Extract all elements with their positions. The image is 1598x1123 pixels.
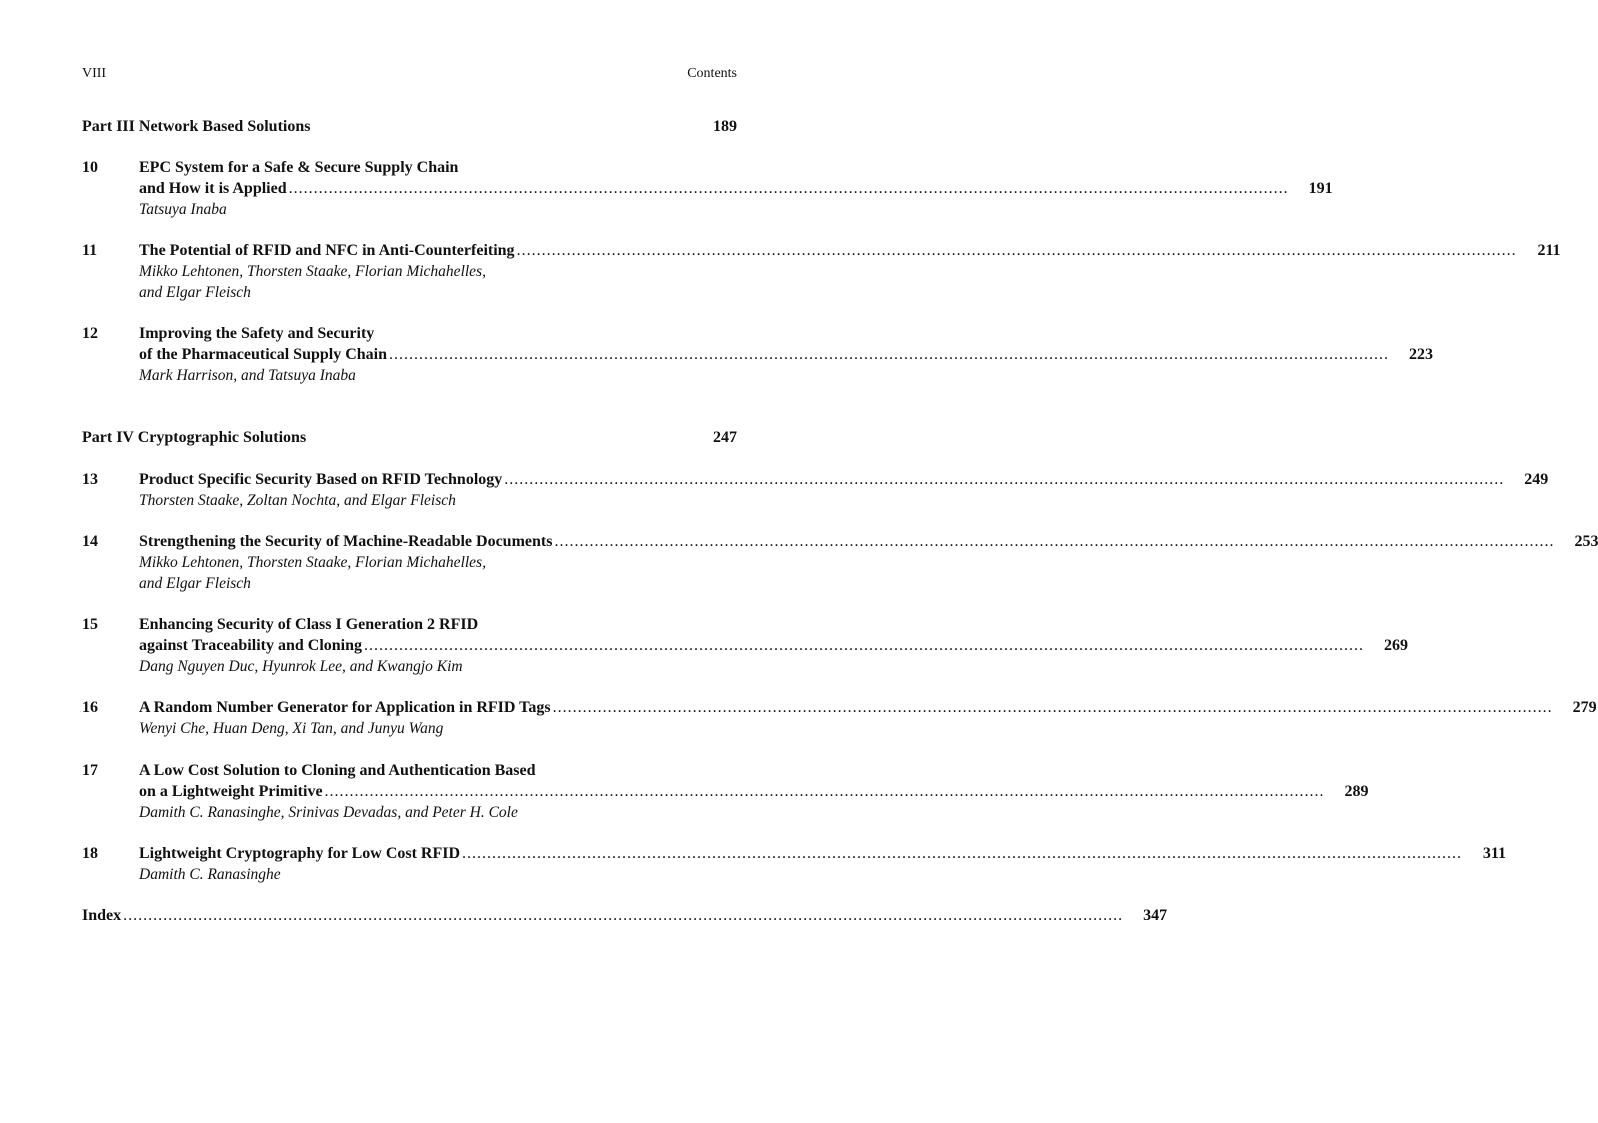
dot-leader: ........................................................................................................................................................................................................ [324,783,1325,800]
chapter-title-line: A Random Number Generator for Application in RFID Tags [139,699,551,716]
chapter-authors: Wenyi Che, Huan Deng, Xi Tan, and Junyu Wang [139,720,444,737]
chapter-number: 18 [82,845,98,862]
chapter-title-line: of the Pharmaceutical Supply Chain [139,346,388,363]
chapter-number: 17 [82,762,98,779]
chapter-authors: Damith C. Ranasinghe [139,866,281,883]
chapter-page: 223 [1409,346,1434,363]
chapter-title-line: Strengthening the Security of Machine-Readable Documents [139,533,553,550]
chapter-page: 191 [1308,180,1333,197]
dot-leader: ........................................................................................................................................................................................................ [389,346,1390,363]
chapter-number: 12 [82,325,98,342]
chapter-title-line: Product Specific Security Based on RFID Technology [139,471,503,488]
chapter-page: 253 [1574,533,1598,550]
chapter-authors: Mikko Lehtonen, Thorsten Staake, Florian Michahelles, [139,263,486,280]
dot-leader: ........................................................................................................................................................................................................ [462,845,1463,862]
chapter-authors: and Elgar Fleisch [139,575,251,592]
chapter-title-line: on a Lightweight Primitive [139,783,323,800]
chapter-title-line: and How it is Applied [139,180,287,197]
toc-page [82,0,1598,1123]
chapter-page: 249 [1524,471,1549,488]
chapter-authors: and Elgar Fleisch [139,284,251,301]
chapter-authors: Damith C. Ranasinghe, Srinivas Devadas, and Peter H. Cole [139,804,518,821]
chapter-number: 10 [82,159,98,176]
chapter-page: 279 [1572,699,1597,716]
dot-leader: ........................................................................................................................................................................................................ [123,907,1124,924]
dot-leader: ........................................................................................................................................................................................................ [554,533,1555,550]
chapter-number: 15 [82,616,98,633]
chapter-number: 16 [82,699,98,716]
running-head [82,66,737,86]
dot-leader: ........................................................................................................................................................................................................ [516,242,1517,259]
chapter-authors: Mark Harrison, and Tatsuya Inaba [139,367,356,384]
chapter-page: 289 [1344,783,1369,800]
running-title: Contents [687,66,737,81]
chapter-page: 211 [1537,242,1561,259]
chapter-title-line: against Traceability and Cloning [139,637,362,654]
part-title: Part III Network Based Solutions [82,118,311,135]
chapter-title-line: A Low Cost Solution to Cloning and Authentication Based [139,762,536,779]
index-title: Index [82,907,122,924]
dot-leader: ........................................................................................................................................................................................................ [364,637,1364,654]
chapter-authors: Mikko Lehtonen, Thorsten Staake, Florian Michahelles, [139,554,486,571]
chapter-page: 311 [1482,845,1507,862]
dot-leader: ........................................................................................................................................................................................................ [552,699,1553,716]
dot-leader: ........................................................................................................................................................................................................ [288,180,1289,197]
chapter-authors: Thorsten Staake, Zoltan Nochta, and Elgar Fleisch [139,492,456,509]
chapter-page: 269 [1384,637,1408,654]
part-title: Part IV Cryptographic Solutions [82,429,307,446]
part-page: 247 [713,429,737,446]
chapter-number: 14 [82,533,98,550]
chapter-authors: Dang Nguyen Duc, Hyunrok Lee, and Kwangjo Kim [139,658,463,675]
part-page: 189 [713,118,737,135]
index-page: 347 [1143,907,1168,924]
chapter-title-line: Lightweight Cryptography for Low Cost RFID [139,845,461,862]
chapter-authors: Tatsuya Inaba [139,201,227,218]
chapter-number: 13 [82,471,98,488]
chapter-title-line: EPC System for a Safe & Secure Supply Chain [139,159,459,176]
chapter-title-line: Enhancing Security of Class I Generation 2 RFID [139,616,479,633]
chapter-title-line: The Potential of RFID and NFC in Anti-Counterfeiting [139,242,515,259]
chapter-title-line: Improving the Safety and Security [139,325,375,342]
dot-leader: ........................................................................................................................................................................................................ [504,471,1505,488]
page-number-roman: VIII [82,66,107,81]
chapter-number: 11 [82,242,98,259]
